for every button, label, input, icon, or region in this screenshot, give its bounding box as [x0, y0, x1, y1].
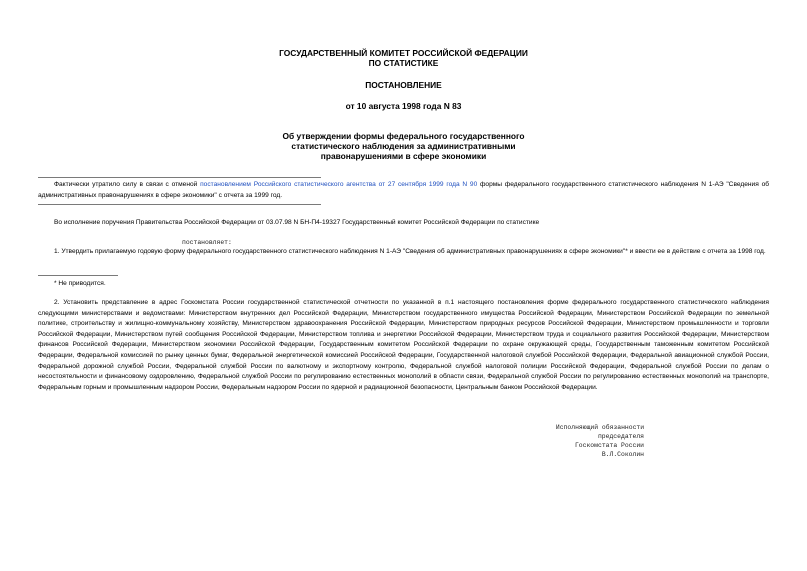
repeal-note-suffix: формы федерального государственного статистического наблюдения N 1-АЭ "Сведения об административных правонарушениях в сфере экономики" с отчета за 1999 год.	[38, 181, 770, 199]
resolves-word: постановляет:	[182, 239, 232, 246]
document-title-line3: правонарушениями в сфере экономики	[320, 151, 487, 161]
document-title-line2: статистического наблюдения за административными	[291, 141, 516, 151]
note-top-divider	[38, 177, 321, 178]
document-title-line1: Об утверждении формы федерального государственного	[282, 131, 525, 141]
document-type: ПОСТАНОВЛЕНИЕ	[365, 80, 442, 90]
signature-name: В.Л.Соколин	[601, 451, 644, 458]
footnote-divider	[38, 275, 118, 276]
document-date: от 10 августа 1998 года N 83	[345, 101, 462, 111]
item-2-paragraph: 2. Установить представление в адрес Госкомстата России государственной статистической отчетности по указанной в п.1 настоящего постановления форме федерального государственного статистического наблюдения следующими министерствами и ведомствами: Министерством внутренних дел Российской Федерации, Министерством государственного имущества Российской Федерации, Министерством Российской Федерации по земельной политике, строительству и жилищно-коммунальному хозяйству, Министерством здравоохранения Российской Федерации, Министерством природных ресурсов Российской Федерации, Министерством промышленности и торговли Российской Федерации, Министерством путей сообщения Российской Федерации, Министерством топлива и энергетики Российской Федерации, Министерством труда и социального развития Российской Федерации, Министерством финансов Российской Федерации, Министерством экономики Российской Федерации, Государственным комитетом Российской Федерации по охране окружающей среды, Государственным таможенным комитетом Российской Федерации, Федеральной комиссией по рынку ценных бумаг, Федеральной энергетической комиссией Российской Федерации, Государственной налоговой службой Российской Федерации, Федеральной авиационной службой России, Федеральной дорожной службой России, Федеральной службой России по валютному и экспортному контролю, Федеральной службой налоговой полиции Российской Федерации, Федеральной службой России по делам о несостоятельности и финансовому оздоровлению, Федеральной службой России по регулированию естественных монополий в области связи, Федеральной службой России по регулированию естественных монополий на транспорте, Федеральным горным и промышленным надзором России, Федеральным надзором России по ядерной и радиационной безопасности, Центральным банком Российской Федерации.	[38, 299, 769, 391]
repeal-link[interactable]: постановлением Российского статистического агентства от 27 сентября 1999 года N 90	[200, 181, 478, 188]
signature-organization: Госкомстата России	[574, 442, 644, 449]
signature-title: председателя	[597, 433, 644, 440]
item-1-paragraph: 1. Утвердить прилагаемую годовую форму федерального государственного статистического наблюдения N 1-АЭ "Сведения об административных правонарушениях в сфере экономики"* и ввести ее в действие с отчета за 1998 год.	[54, 248, 766, 255]
org-name-line2: ПО СТАТИСТИКЕ	[368, 58, 439, 68]
repeal-note	[38, 180, 769, 201]
repeal-note-prefix: Фактически утратило силу в связи с отменой	[54, 181, 201, 188]
org-name-line1: ГОСУДАРСТВЕННЫЙ КОМИТЕТ РОССИЙСКОЙ ФЕДЕРАЦИИ	[279, 48, 528, 58]
note-bottom-divider	[38, 204, 321, 205]
signature-position: Исполняющий обязанности	[555, 424, 645, 431]
intro-paragraph: Во исполнение поручения Правительства Российской Федерации от 03.07.98 N БН-П4-19327 Государственный комитет Российской Федерации по статистике	[54, 219, 540, 226]
footnote: * Не приводится.	[54, 280, 106, 287]
